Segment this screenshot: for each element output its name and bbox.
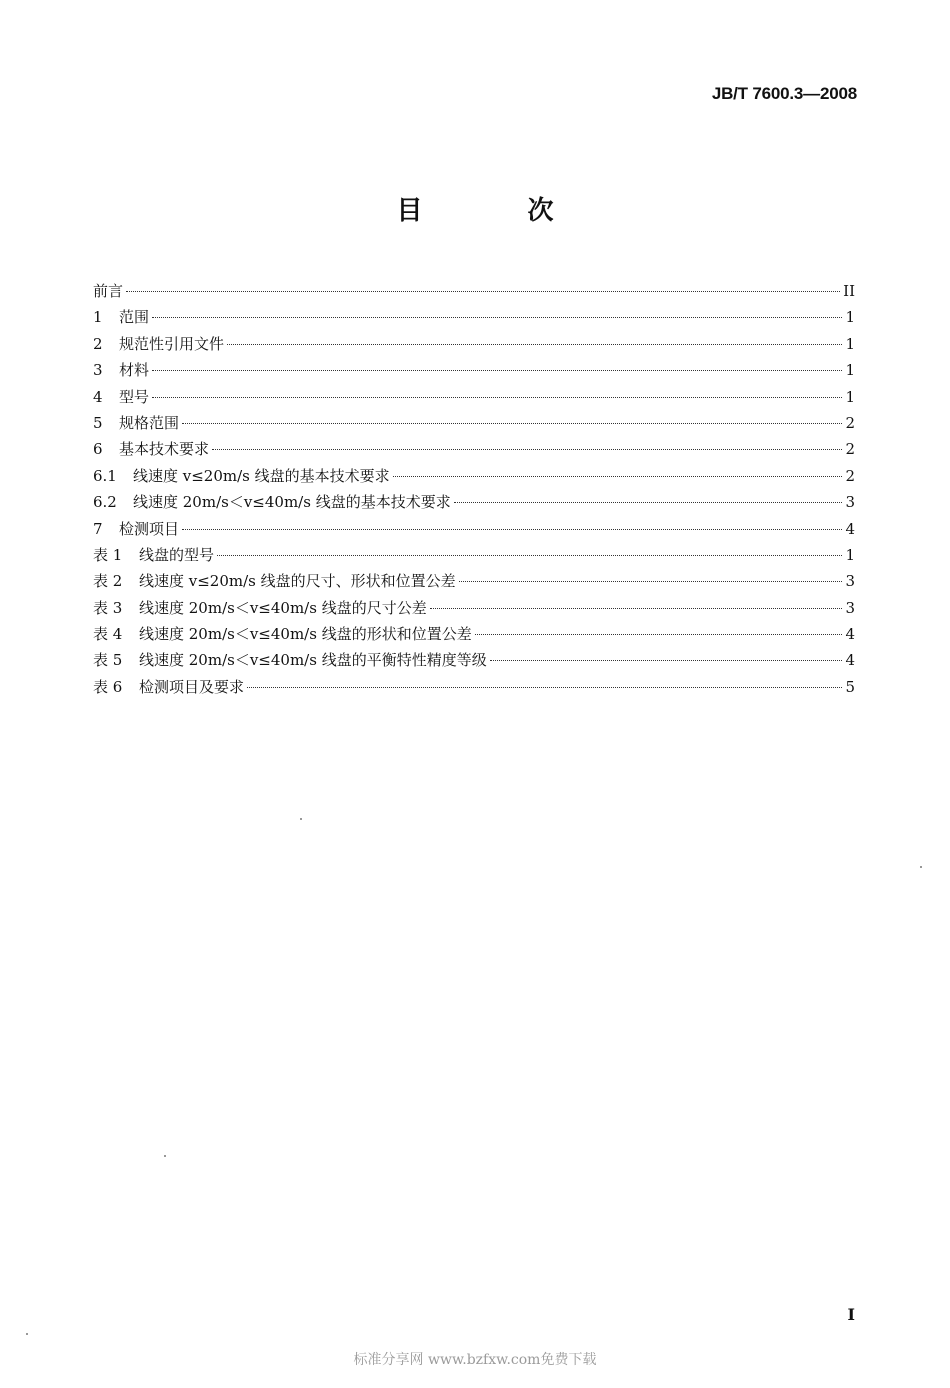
toc-entry[interactable] xyxy=(93,568,855,594)
toc-entry[interactable] xyxy=(93,647,855,673)
toc-entry[interactable] xyxy=(93,516,855,542)
toc-entry[interactable] xyxy=(93,621,855,647)
toc-entry[interactable] xyxy=(93,542,855,568)
dot-leader xyxy=(475,634,843,635)
dot-leader xyxy=(152,317,842,318)
dot-leader xyxy=(227,344,842,345)
toc-entry-page: 3 xyxy=(845,493,855,512)
dot-leader xyxy=(152,397,842,398)
toc-entry-title: 范围 xyxy=(119,308,150,327)
toc-entry[interactable] xyxy=(93,463,855,489)
page-number: I xyxy=(847,1305,855,1324)
toc-entry-page: 1 xyxy=(845,545,855,564)
toc-entry[interactable] xyxy=(93,304,855,330)
toc-entry-title: 线速度 20m/s＜v≤40m/s 线盘的形状和位置公差 xyxy=(139,625,472,644)
dot-leader xyxy=(126,291,840,292)
toc-entry-number: 1 xyxy=(93,308,103,327)
toc-entry-page: 1 xyxy=(845,361,855,380)
dot-leader xyxy=(182,423,842,424)
dot-leader xyxy=(459,581,843,582)
toc-entry-number: 表 4 xyxy=(93,625,123,644)
toc-entry-number: 6.2 xyxy=(93,493,117,512)
toc-entry-number: 表 2 xyxy=(93,572,123,591)
toc-entry-title: 线速度 20m/s＜v≤40m/s 线盘的尺寸公差 xyxy=(139,598,427,617)
toc-entry-title: 规范性引用文件 xyxy=(119,334,225,353)
dot-leader xyxy=(430,608,843,609)
toc-entry-number: 3 xyxy=(93,361,103,380)
toc-entry[interactable] xyxy=(93,489,855,515)
toc-entry-title: 检测项目 xyxy=(119,519,180,538)
toc-entry-number: 6 xyxy=(93,440,103,459)
scan-speck xyxy=(920,866,922,868)
toc-entry-page: 1 xyxy=(845,308,855,327)
toc-entry-number: 表 5 xyxy=(93,651,123,670)
scan-speck xyxy=(300,818,302,820)
toc-entry[interactable] xyxy=(93,331,855,357)
toc-entry-page: 4 xyxy=(845,625,855,644)
toc-entry[interactable] xyxy=(93,436,855,462)
toc-entry-number: 前言 xyxy=(93,282,124,300)
toc-entry-page: 4 xyxy=(845,651,855,670)
toc-entry-page: 3 xyxy=(845,572,855,591)
toc-entry-title: 线速度 20m/s＜v≤40m/s 线盘的平衡特性精度等级 xyxy=(139,651,487,670)
toc-entry[interactable] xyxy=(93,410,855,436)
toc-entry-number: 表 6 xyxy=(93,677,123,696)
dot-leader xyxy=(152,370,842,371)
toc-entry-title: 基本技术要求 xyxy=(119,440,210,459)
scan-speck xyxy=(164,1155,166,1157)
dot-leader xyxy=(217,555,842,556)
toc-entry-page: 1 xyxy=(845,387,855,406)
toc-entry[interactable] xyxy=(93,357,855,383)
dot-leader xyxy=(454,502,843,503)
toc-entry-page: 5 xyxy=(845,677,855,696)
toc-entry-number: 5 xyxy=(93,413,103,432)
toc-entry-title: 线速度 v≤20m/s 线盘的基本技术要求 xyxy=(133,466,390,485)
toc-entry-number: 表 3 xyxy=(93,598,123,617)
standard-number: JB/T 7600.3—2008 xyxy=(711,84,857,103)
toc-entry-number: 表 1 xyxy=(93,545,123,564)
toc-entry-title: 检测项目及要求 xyxy=(139,677,245,696)
toc-entry-number: 2 xyxy=(93,334,103,353)
toc-entry-title: 线速度 20m/s＜v≤40m/s 线盘的基本技术要求 xyxy=(133,493,451,512)
toc-entry-title: 线速度 v≤20m/s 线盘的尺寸、形状和位置公差 xyxy=(139,572,456,591)
page-title: 目 次 xyxy=(396,196,602,226)
dot-leader xyxy=(247,687,842,688)
toc-entry-title: 型号 xyxy=(119,387,150,406)
dot-leader xyxy=(490,660,843,661)
toc-entry-page: 4 xyxy=(845,519,855,538)
table-of-contents xyxy=(93,278,855,700)
toc-entry-number: 4 xyxy=(93,387,103,406)
toc-entry[interactable] xyxy=(93,384,855,410)
toc-entry-page: II xyxy=(843,282,855,300)
toc-entry[interactable] xyxy=(93,595,855,621)
toc-entry-title: 线盘的型号 xyxy=(139,545,215,564)
toc-entry-page: 2 xyxy=(845,440,855,459)
watermark: 标准分享网 www.bzfxw.com免费下载 xyxy=(353,1352,597,1368)
toc-entry-title: 材料 xyxy=(119,361,150,380)
toc-entry-page: 3 xyxy=(845,598,855,617)
toc-entry-number: 7 xyxy=(93,519,103,538)
toc-entry-page: 1 xyxy=(845,334,855,353)
toc-entry-page: 2 xyxy=(845,466,855,485)
toc-entry-page: 2 xyxy=(845,413,855,432)
toc-entry[interactable] xyxy=(93,674,855,700)
toc-entry-title: 规格范围 xyxy=(119,413,180,432)
scan-speck xyxy=(26,1333,28,1335)
dot-leader xyxy=(182,529,842,530)
toc-entry[interactable] xyxy=(93,278,855,304)
dot-leader xyxy=(393,476,843,477)
toc-entry-number: 6.1 xyxy=(93,466,117,485)
dot-leader xyxy=(212,449,842,450)
